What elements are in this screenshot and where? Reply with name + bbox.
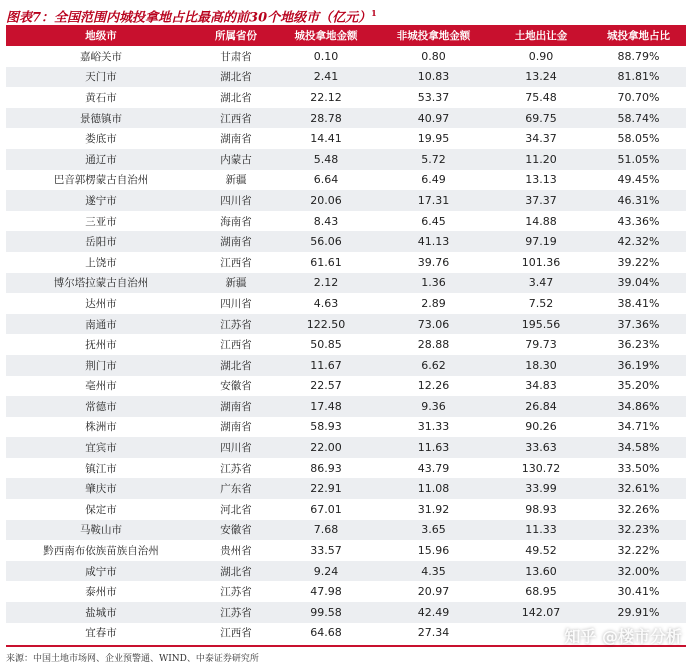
- cell-chengtou-share: 39.04%: [617, 276, 660, 290]
- cell-chengtou-amount: 61.61: [310, 255, 342, 269]
- cell-province: 贵州省: [220, 545, 252, 558]
- cell-non-chengtou-amount: 1.36: [421, 276, 446, 290]
- cell-city: 宜宾市: [85, 442, 117, 455]
- cell-province: 河北省: [220, 503, 252, 516]
- header-land-revenue: 土地出让金: [514, 30, 568, 42]
- cell-city: 黄石市: [85, 91, 117, 104]
- cell-chengtou-share: 58.74%: [617, 111, 660, 125]
- table-row: [6, 602, 686, 623]
- cell-non-chengtou-amount: 5.72: [421, 152, 446, 166]
- cell-non-chengtou-amount: 31.33: [417, 420, 450, 434]
- cell-non-chengtou-amount: 11.63: [417, 441, 450, 455]
- cell-province: 江西省: [220, 256, 252, 269]
- cell-land-revenue: 97.19: [525, 235, 557, 249]
- cell-province: 江苏省: [220, 318, 252, 331]
- cell-city: 岳阳市: [85, 236, 117, 249]
- cell-city: 镇江市: [85, 462, 117, 475]
- cell-city: 黔西南布依族苗族自治州: [43, 545, 159, 558]
- table-row: [6, 231, 686, 252]
- header-non-chengtou-amount: 非城投拿地金额: [396, 30, 471, 42]
- cell-non-chengtou-amount: 19.95: [417, 132, 450, 146]
- cell-chengtou-amount: 22.12: [310, 90, 342, 104]
- table-row: [6, 458, 686, 479]
- cell-province: 湖南省: [220, 236, 252, 249]
- cell-land-revenue: 69.75: [525, 111, 557, 125]
- cell-non-chengtou-amount: 4.35: [421, 564, 446, 578]
- watermark: 知乎 @楼市分析: [564, 627, 682, 646]
- cell-city: 天门市: [85, 71, 117, 84]
- header-chengtou-share: 城投拿地占比: [607, 30, 670, 42]
- cell-chengtou-share: 32.00%: [617, 564, 660, 578]
- cell-non-chengtou-amount: 40.97: [417, 111, 450, 125]
- cell-land-revenue: 49.52: [525, 544, 557, 558]
- cell-non-chengtou-amount: 12.26: [417, 379, 450, 393]
- cell-city: 咸宁市: [85, 565, 117, 578]
- cell-non-chengtou-amount: 17.31: [417, 193, 450, 207]
- cell-city: 泰州市: [85, 586, 117, 599]
- cell-non-chengtou-amount: 0.80: [421, 49, 446, 63]
- cell-non-chengtou-amount: 3.65: [421, 523, 446, 537]
- cell-chengtou-amount: 28.78: [310, 111, 342, 125]
- cell-city: 达州市: [85, 297, 117, 310]
- cell-chengtou-amount: 33.57: [310, 544, 342, 558]
- table-row: [6, 149, 686, 170]
- source-note: 来源：中国土地市场网、企业预警通、WIND、中泰证券研究所: [6, 654, 259, 664]
- table-row: [6, 417, 686, 438]
- cell-land-revenue: 7.52: [528, 296, 554, 310]
- table-title-text: 图表7：全国范围内城投拿地占比最高的前30个地级市（亿元）: [6, 10, 372, 26]
- cell-non-chengtou-amount: 20.97: [417, 585, 450, 599]
- cell-chengtou-amount: 122.50: [306, 317, 346, 331]
- table-row: [6, 190, 686, 211]
- cell-chengtou-share: 58.05%: [617, 132, 660, 146]
- cell-non-chengtou-amount: 43.79: [417, 461, 450, 475]
- cell-chengtou-share: 42.32%: [617, 235, 660, 249]
- cell-chengtou-share: 49.45%: [617, 173, 660, 187]
- table-row: [6, 478, 686, 499]
- data-table: [6, 25, 686, 643]
- cell-non-chengtou-amount: 28.88: [417, 338, 450, 352]
- table-row: [6, 87, 686, 108]
- cell-chengtou-amount: 22.57: [310, 379, 342, 393]
- cell-land-revenue: 14.88: [525, 214, 557, 228]
- cell-chengtou-share: 51.05%: [617, 152, 660, 166]
- table-title: [6, 2, 686, 24]
- cell-province: 湖北省: [220, 359, 252, 372]
- cell-city: 抚州市: [85, 339, 117, 352]
- cell-city: 宜春市: [85, 627, 117, 640]
- cell-province: 新疆: [225, 277, 247, 290]
- cell-chengtou-share: 32.22%: [617, 544, 660, 558]
- cell-city: 盐城市: [85, 606, 117, 619]
- table-header: [6, 25, 686, 46]
- cell-province: 安徽省: [220, 380, 252, 393]
- cell-chengtou-amount: 0.10: [313, 49, 339, 63]
- cell-non-chengtou-amount: 9.36: [421, 399, 446, 413]
- cell-city: 嘉峪关市: [80, 50, 122, 63]
- table-row: [6, 520, 686, 541]
- cell-province: 安徽省: [220, 524, 252, 537]
- table-row: [6, 581, 686, 602]
- cell-chengtou-share: 81.81%: [617, 70, 660, 84]
- cell-chengtou-share: 38.41%: [617, 296, 660, 310]
- cell-province: 湖北省: [220, 565, 252, 578]
- cell-province: 四川省: [220, 442, 252, 455]
- cell-province: 湖南省: [220, 133, 252, 146]
- cell-land-revenue: 130.72: [521, 461, 561, 475]
- cell-non-chengtou-amount: 10.83: [417, 70, 450, 84]
- cell-non-chengtou-amount: 73.06: [417, 317, 450, 331]
- table-row: [6, 211, 686, 232]
- cell-chengtou-amount: 50.85: [310, 338, 342, 352]
- cell-land-revenue: 68.95: [525, 585, 557, 599]
- table-row: [6, 293, 686, 314]
- cell-chengtou-amount: 22.00: [310, 441, 342, 455]
- table-row: [6, 108, 686, 129]
- cell-city: 遂宁市: [85, 194, 117, 207]
- cell-land-revenue: 13.60: [525, 564, 557, 578]
- cell-province: 江西省: [220, 627, 252, 640]
- cell-land-revenue: 34.37: [525, 132, 557, 146]
- cell-chengtou-share: 32.26%: [617, 502, 660, 516]
- cell-land-revenue: 33.99: [525, 482, 557, 496]
- cell-province: 广东省: [220, 483, 252, 496]
- cell-province: 湖南省: [220, 400, 252, 413]
- cell-land-revenue: 79.73: [525, 338, 557, 352]
- cell-chengtou-amount: 7.68: [313, 523, 339, 537]
- table-row: [6, 540, 686, 561]
- cell-chengtou-amount: 8.43: [313, 214, 339, 228]
- cell-land-revenue: 98.93: [525, 502, 557, 516]
- cell-non-chengtou-amount: 39.76: [417, 255, 450, 269]
- cell-chengtou-share: 33.50%: [617, 461, 660, 475]
- cell-chengtou-share: 70.70%: [617, 90, 660, 104]
- cell-land-revenue: 101.36: [521, 255, 561, 269]
- cell-city: 博尔塔拉蒙古自治州: [53, 277, 149, 290]
- cell-chengtou-share: 34.71%: [617, 420, 660, 434]
- cell-land-revenue: 26.84: [525, 399, 557, 413]
- table-row: [6, 252, 686, 273]
- cell-city: 通辽市: [85, 153, 117, 166]
- table-row: [6, 46, 686, 67]
- cell-province: 湖北省: [220, 91, 252, 104]
- cell-non-chengtou-amount: 6.62: [421, 358, 446, 372]
- cell-city: 三亚市: [85, 215, 117, 228]
- cell-non-chengtou-amount: 41.13: [417, 235, 450, 249]
- cell-city: 肇庆市: [85, 483, 117, 496]
- cell-province: 江苏省: [220, 586, 252, 599]
- cell-chengtou-share: 43.36%: [617, 214, 660, 228]
- cell-chengtou-share: 36.19%: [617, 358, 660, 372]
- table-row: [6, 128, 686, 149]
- table-row: [6, 396, 686, 417]
- cell-province: 湖南省: [220, 421, 252, 434]
- cell-land-revenue: 37.37: [525, 193, 557, 207]
- cell-chengtou-amount: 2.12: [313, 276, 339, 290]
- cell-non-chengtou-amount: 6.45: [421, 214, 446, 228]
- cell-city: 荆门市: [85, 359, 117, 372]
- cell-land-revenue: 0.90: [528, 49, 554, 63]
- cell-city: 保定市: [85, 503, 117, 516]
- cell-non-chengtou-amount: 11.08: [417, 482, 450, 496]
- cell-land-revenue: 18.30: [525, 358, 557, 372]
- header-province: 所属省份: [215, 30, 257, 42]
- cell-chengtou-share: 36.23%: [617, 338, 660, 352]
- cell-chengtou-amount: 47.98: [310, 585, 342, 599]
- table-row: [6, 499, 686, 520]
- cell-land-revenue: 3.47: [528, 276, 554, 290]
- cell-chengtou-amount: 4.63: [313, 296, 339, 310]
- header-chengtou-amount: 城投拿地金额: [294, 30, 358, 42]
- table-row: [6, 376, 686, 397]
- header-city: 地级市: [85, 30, 117, 42]
- cell-chengtou-share: 34.86%: [617, 399, 660, 413]
- cell-chengtou-share: 29.91%: [617, 605, 660, 619]
- cell-chengtou-amount: 5.48: [313, 152, 339, 166]
- title-footnote: 1: [371, 8, 377, 18]
- cell-land-revenue: 142.07: [521, 605, 561, 619]
- table-body: [6, 46, 686, 643]
- cell-city: 景德镇市: [80, 112, 122, 125]
- cell-chengtou-share: 32.61%: [617, 482, 660, 496]
- cell-land-revenue: 33.63: [525, 441, 557, 455]
- cell-chengtou-share: 37.36%: [617, 317, 660, 331]
- cell-province: 海南省: [220, 215, 252, 228]
- cell-chengtou-amount: 99.58: [310, 605, 342, 619]
- cell-land-revenue: 11.33: [525, 523, 557, 537]
- cell-chengtou-share: 30.41%: [617, 585, 660, 599]
- cell-non-chengtou-amount: 15.96: [417, 544, 450, 558]
- cell-chengtou-amount: 11.67: [310, 358, 342, 372]
- cell-chengtou-share: 34.58%: [617, 441, 660, 455]
- cell-province: 江西省: [220, 112, 252, 125]
- cell-chengtou-amount: 64.68: [310, 626, 342, 640]
- table-row: [6, 561, 686, 582]
- cell-non-chengtou-amount: 53.37: [417, 90, 450, 104]
- cell-chengtou-amount: 20.06: [310, 193, 342, 207]
- cell-non-chengtou-amount: 6.49: [421, 173, 446, 187]
- cell-land-revenue: 13.24: [525, 70, 557, 84]
- cell-city: 上饶市: [85, 256, 117, 269]
- cell-chengtou-amount: 58.93: [310, 420, 342, 434]
- cell-chengtou-share: 32.23%: [617, 523, 660, 537]
- cell-chengtou-amount: 6.64: [313, 173, 339, 187]
- cell-chengtou-share: 46.31%: [617, 193, 660, 207]
- cell-province: 四川省: [220, 194, 252, 207]
- cell-province: 江苏省: [220, 462, 252, 475]
- cell-chengtou-amount: 14.41: [310, 132, 342, 146]
- cell-chengtou-share: 88.79%: [617, 49, 660, 63]
- cell-city: 亳州市: [85, 380, 117, 393]
- cell-province: 新疆: [225, 174, 247, 187]
- cell-non-chengtou-amount: 42.49: [417, 605, 450, 619]
- table-row: [6, 170, 686, 191]
- cell-city: 株洲市: [85, 421, 117, 434]
- cell-chengtou-share: 35.20%: [617, 379, 660, 393]
- cell-province: 四川省: [220, 297, 252, 310]
- cell-province: 江苏省: [220, 606, 252, 619]
- cell-land-revenue: 195.56: [521, 317, 561, 331]
- cell-chengtou-amount: 67.01: [310, 502, 342, 516]
- cell-land-revenue: 11.20: [525, 152, 557, 166]
- cell-chengtou-amount: 17.48: [310, 399, 342, 413]
- cell-chengtou-share: 39.22%: [617, 255, 660, 269]
- cell-land-revenue: 90.26: [525, 420, 557, 434]
- cell-land-revenue: 34.83: [525, 379, 557, 393]
- cell-non-chengtou-amount: 2.89: [421, 296, 446, 310]
- cell-chengtou-amount: 2.41: [313, 70, 339, 84]
- cell-city: 巴音郭楞蒙古自治州: [53, 174, 149, 187]
- cell-city: 马鞍山市: [80, 524, 122, 537]
- cell-chengtou-amount: 86.93: [310, 461, 342, 475]
- cell-city: 常德市: [85, 400, 117, 413]
- cell-province: 甘肃省: [220, 50, 252, 63]
- table-row: [6, 273, 686, 294]
- table-row: [6, 437, 686, 458]
- cell-chengtou-amount: 22.91: [310, 482, 342, 496]
- table-row: [6, 355, 686, 376]
- cell-chengtou-amount: 56.06: [310, 235, 342, 249]
- cell-non-chengtou-amount: 31.92: [417, 502, 450, 516]
- cell-province: 江西省: [220, 339, 252, 352]
- cell-province: 湖北省: [220, 71, 252, 84]
- cell-chengtou-amount: 9.24: [313, 564, 339, 578]
- table-row: [6, 334, 686, 355]
- cell-land-revenue: 75.48: [525, 90, 557, 104]
- cell-non-chengtou-amount: 27.34: [417, 626, 450, 640]
- cell-city: 南通市: [85, 318, 117, 331]
- cell-city: 娄底市: [85, 133, 117, 146]
- table-row: [6, 314, 686, 335]
- cell-province: 内蒙古: [220, 153, 252, 166]
- cell-land-revenue: 13.13: [525, 173, 557, 187]
- table-row: [6, 67, 686, 88]
